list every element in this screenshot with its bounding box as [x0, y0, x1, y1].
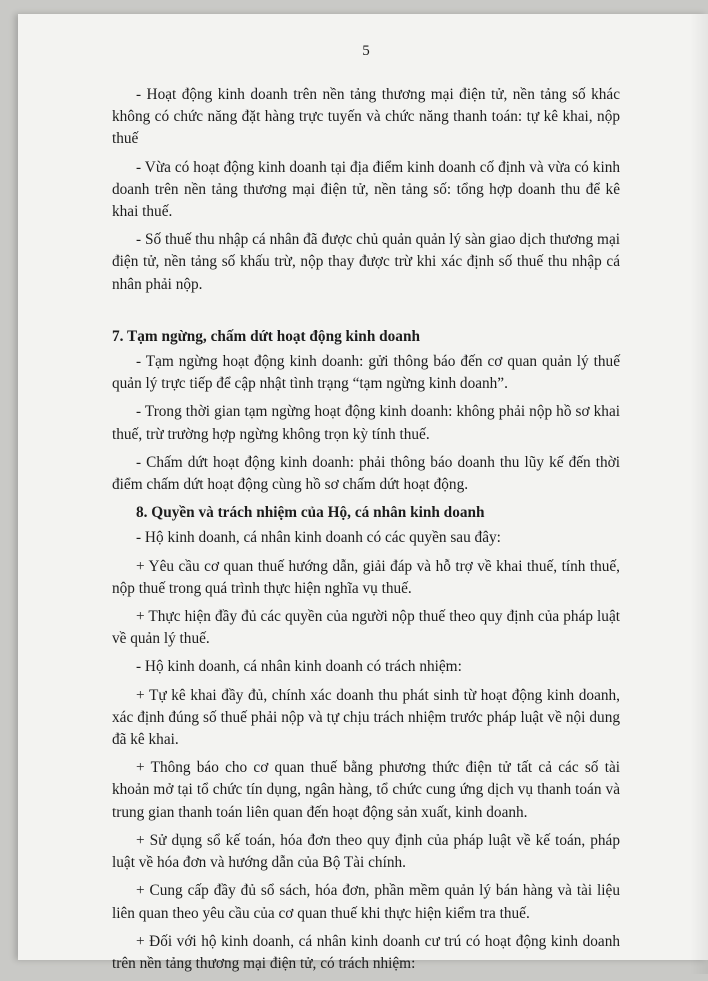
paragraph: - Trong thời gian tạm ngừng hoạt động kinh doanh: không phải nộp hồ sơ khai thuế, trừ trường hợp ngừng không trọn kỳ tính thuế.: [112, 403, 620, 443]
paragraph: + Thông báo cho cơ quan thuế bằng phương thức điện tử tất cả các số tài khoản mở tại tổ chức tín dụng, ngân hàng, tổ chức cung ứng dịch vụ thanh toán và trung gian thanh toán liên quan đến hoạt động sản xuất, kinh doanh.: [112, 759, 620, 821]
paragraph: + Cung cấp đầy đủ sổ sách, hóa đơn, phần mềm quản lý bán hàng và tài liệu liên quan theo yêu cầu của cơ quan thuế khi thực hiện kiểm tra thuế.: [112, 882, 620, 922]
document-body: [112, 42, 620, 981]
paragraph: - Hộ kinh doanh, cá nhân kinh doanh có trách nhiệm:: [136, 658, 462, 676]
paragraph: + Tự kê khai đầy đủ, chính xác doanh thu phát sinh từ hoạt động kinh doanh, xác định đúng số thuế phải nộp và tự chịu trách nhiệm trước pháp luật về nội dung đã kê khai.: [112, 686, 620, 749]
paragraph: - Số thuế thu nhập cá nhân đã được chủ quản quản lý sàn giao dịch thương mại điện tử, nền tảng số khấu trừ, nộp thay được trừ khi xác định số thuế thu nhập cá nhân phải nộp.: [112, 231, 620, 293]
page-number: 5: [362, 43, 370, 59]
paragraph: + Thực hiện đầy đủ các quyền của người nộp thuế theo quy định của pháp luật về quản lý thuế.: [112, 608, 620, 648]
paragraph: + Đối với hộ kinh doanh, cá nhân kinh doanh cư trú có hoạt động kinh doanh trên nền tảng thương mại điện tử, có trách nhiệm:: [112, 932, 620, 972]
paragraph: - Chấm dứt hoạt động kinh doanh: phải thông báo doanh thu lũy kế đến thời điểm chấm dứt hoạt động cùng hồ sơ chấm dứt hoạt động.: [112, 453, 620, 494]
section-heading: 8. Quyền và trách nhiệm của Hộ, cá nhân kinh doanh: [136, 504, 485, 522]
paragraph: + Yêu cầu cơ quan thuế hướng dẫn, giải đáp và hỗ trợ về khai thuế, tính thuế, nộp thuế trong quá trình thực hiện nghĩa vụ thuế.: [112, 557, 620, 597]
paragraph: - Vừa có hoạt động kinh doanh tại địa điểm kinh doanh cố định và vừa có kinh doanh trên nền tảng thương mại điện tử, nền tảng số: tổng hợp doanh thu để kê khai thuế.: [112, 158, 620, 221]
page-shadow: [690, 14, 708, 974]
paragraph: + Sử dụng sổ kế toán, hóa đơn theo quy định của pháp luật về kế toán, pháp luật về hóa đơn và hướng dẫn của Bộ Tài chính.: [112, 831, 620, 872]
section-heading: 7. Tạm ngừng, chấm dứt hoạt động kinh doanh: [112, 327, 420, 345]
paragraph: - Hoạt động kinh doanh trên nền tảng thương mại điện tử, nền tảng số khác không có chức năng đặt hàng trực tuyến và chức năng thanh toán: tự kê khai, nộp thuế: [112, 86, 620, 148]
paragraph: - Tạm ngừng hoạt động kinh doanh: gửi thông báo đến cơ quan quản lý thuế quản lý trực tiếp để cập nhật tình trạng “tạm ngừng kinh doanh”.: [112, 353, 620, 393]
paragraph: - Hộ kinh doanh, cá nhân kinh doanh có các quyền sau đây:: [136, 529, 501, 547]
